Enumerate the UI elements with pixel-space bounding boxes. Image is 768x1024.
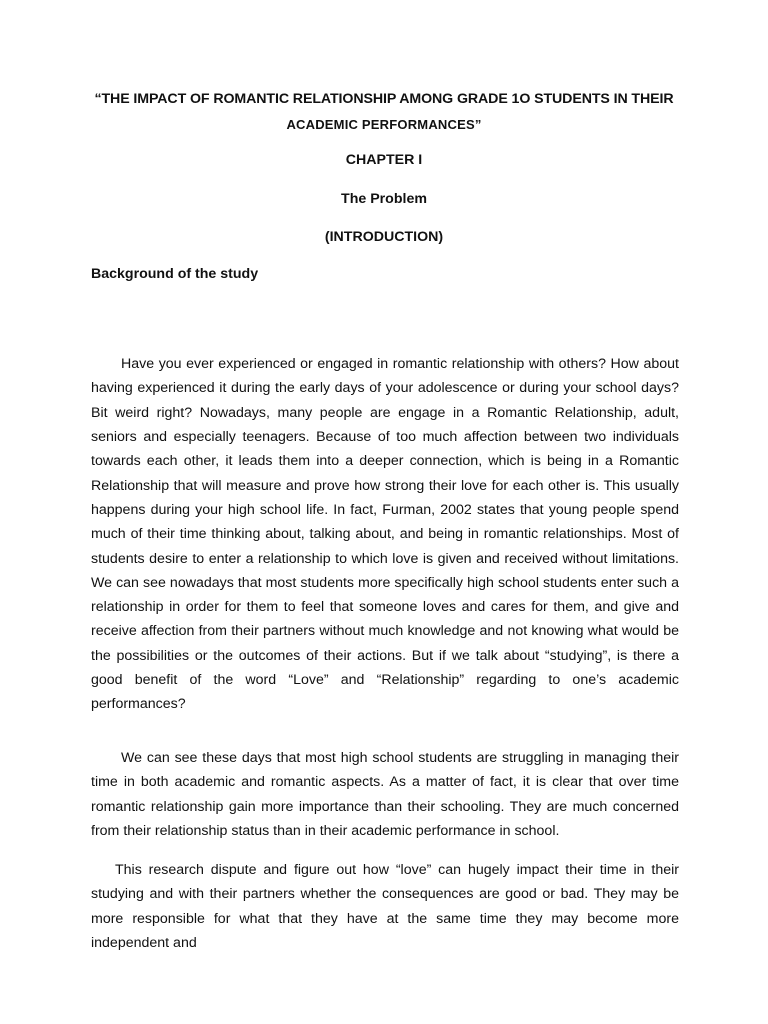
paragraph-2: We can see these days that most high school students are struggling in managing their time in both academic and romantic aspects. As a matter of fact, it is clear that over time romantic relationship gain more importance than their schooling. They are much concerned from their relationship status than in their academic performance in school. — [91, 750, 679, 840]
paragraph-1: Have you ever experienced or engaged in romantic relationship with others? How about having experienced it during the early days of your adolescence or during your school days? Bit weird right? Nowadays, many people are engage in a Romantic Relationship, adult, seniors and especially teenagers. Because of too much affection between two individuals towards each other, it leads them into a deeper connection, which is being in a Romantic Relationship that will measure and prove how strong their love for each other is. This usually happens during your high school life. In fact, Furman, 2002 states that young people spend much of their time thinking about, talking about, and being in romantic relationships. Most of students desire to enter a relationship to which love is given and received without limitations. We can see nowadays that most students more specifically high school students enter such a relationship in order for them to feel that someone loves and cares for them, and give and receive affection from their partners without much knowledge and not knowing what would be the possibilities or the outcomes of their actions. But if we talk about “studying”, is there a good benefit of the word “Love” and “Relationship” regarding to one’s academic performances? — [91, 356, 679, 713]
paragraph-3: This research dispute and figure out how “love” can hugely impact their time in their studying and with their partners whether the consequences are good or bad. They may be more responsible for what that they have at the same time they may become more independent and — [91, 862, 679, 952]
document-title-line-1: “THE IMPACT OF ROMANTIC RELATIONSHIP AMONG GRADE 1O STUDENTS IN THEIR — [94, 91, 674, 107]
section-label: (INTRODUCTION) — [324, 229, 444, 245]
document-title-line-2: ACADEMIC PERFORMANCES” — [286, 117, 482, 132]
chapter-subtitle: The Problem — [341, 191, 427, 207]
chapter-heading: CHAPTER I — [345, 152, 423, 168]
background-heading: Background of the study — [91, 266, 259, 282]
